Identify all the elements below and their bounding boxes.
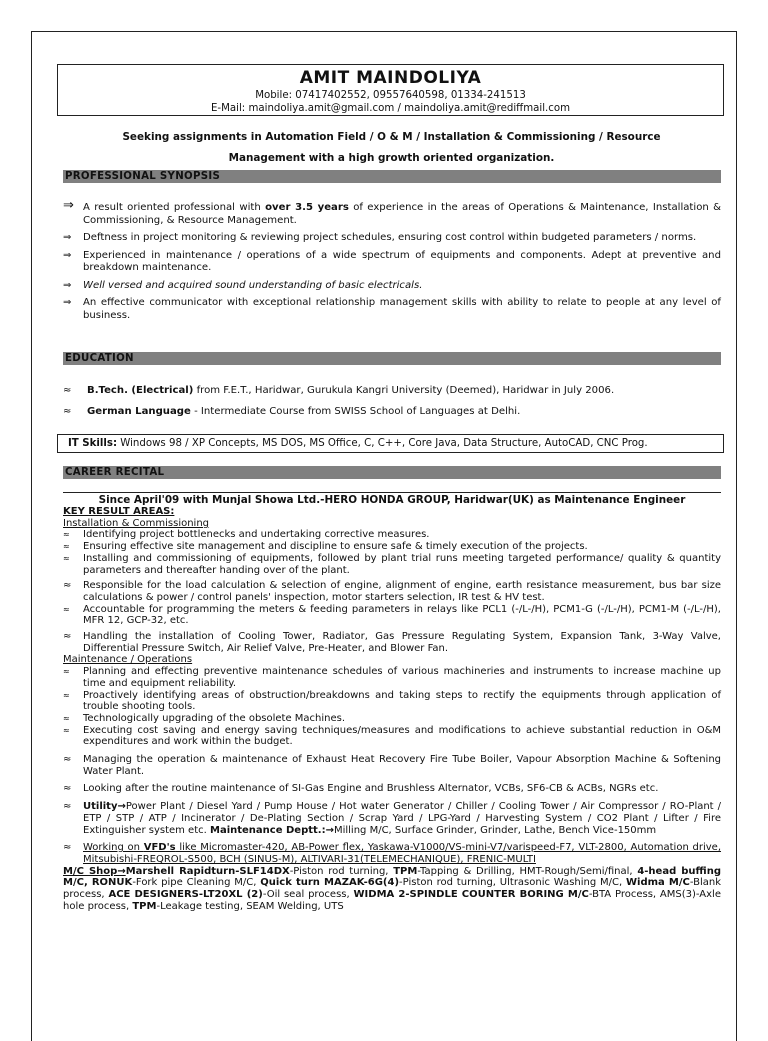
list-item: ⇒ Deftness in project monitoring & reviewing project schedules, ensuring cost control within budgeted parameters / norms. — [63, 232, 697, 243]
approx-bullet-icon: ≈ — [63, 631, 72, 643]
list-item: ≈ Handling the installation of Cooling Tower, Radiator, Gas Pressure Regulating System, Expansion Tank, 3-Way Valve, Differential Pressure Switch, Air Relief Valve, Pre-Heater, and Blower Fan. — [63, 631, 721, 654]
section-heading-synopsis: PROFESSIONAL SYNOPSIS — [63, 170, 721, 183]
double-arrow-icon: ⇒ — [63, 249, 72, 261]
list-item: ≈ German Language - Intermediate Course from SWISS School of Languages at Delhi. — [63, 405, 521, 417]
approx-bullet-icon: ≈ — [63, 754, 72, 766]
objective-line-1: Seeking assignments in Automation Field / O & M / Installation & Commissioning / Resource — [122, 131, 661, 143]
install-heading: Installation & Commissioning — [63, 517, 210, 529]
approx-bullet-icon: ≈ — [63, 667, 70, 677]
header-box — [57, 64, 724, 116]
double-arrow-icon: ⇒ — [63, 297, 72, 308]
approx-bullet-icon: ≈ — [63, 783, 72, 795]
approx-bullet-icon: ≈ — [63, 842, 72, 854]
approx-bullet-icon: ≈ — [63, 604, 70, 614]
list-item: ⇒ A result oriented professional with over 3.5 years of experience in the areas of Operations & Maintenance, Installation & Commissioning, & Resource Management. — [63, 198, 721, 226]
approx-bullet-icon: ≈ — [63, 553, 70, 563]
it-skills-label: IT Skills: — [68, 438, 118, 449]
approx-bullet-icon: ≈ — [63, 385, 72, 396]
double-arrow-icon: ⇒ — [63, 198, 74, 213]
approx-bullet-icon: ≈ — [63, 530, 70, 540]
double-arrow-icon: ⇒ — [63, 232, 72, 243]
mobile-line: Mobile: 07417402552, 09557640598, 01334-241513 — [255, 90, 526, 101]
section-heading-career: CAREER RECITAL — [63, 466, 721, 479]
list-item: ≈ Accountable for programming the meters & feeding parameters in relays like PCL1 (-/L-/H), PCM1-G (-/L-/H), PCM1-M (-/L-/H), MFR 12, GCP-32, etc. — [63, 603, 721, 627]
list-item: ≈ Looking after the routine maintenance of SI-Gas Engine and Brushless Alternator, VCBs, SF6-CB & ACBs, NGRs etc. — [63, 783, 659, 795]
list-item: ≈ Technologically upgrading of the obsolete Machines. — [63, 712, 346, 724]
objective — [64, 127, 719, 169]
list-item: ≈ Proactively identifying areas of obstruction/breakdowns and taking steps to rectify the equipments through application of trouble shooting tools. — [63, 689, 721, 713]
section-heading-education: EDUCATION — [63, 352, 721, 365]
career-title: Since April'09 with Munjal Showa Ltd.-HERO HONDA GROUP, Haridwar(UK) as Maintenance Engineer — [63, 492, 721, 506]
list-item: ≈ Installing and commissioning of equipments, followed by plant trial runs meeting targeted performance/ quality & quantity parameters and thereafter handing over of the plant. — [63, 552, 721, 576]
maint-heading: Maintenance / Operations — [63, 654, 193, 666]
list-item: ≈ Planning and effecting preventive maintenance schedules of various machineries and instruments to increase machine up time and equipment reliability. — [63, 666, 721, 689]
career-block — [63, 492, 721, 913]
approx-bullet-icon: ≈ — [63, 542, 70, 552]
list-item: ≈ Executing cost saving and energy saving techniques/measures and modifications to achieve substantial reduction in O&M expenditures and work within the budget. — [63, 724, 721, 748]
it-skills-text: Windows 98 / XP Concepts, MS DOS, MS Office, C, C++, Core Java, Data Structure, AutoCAD, CNC Prog. — [117, 438, 648, 449]
synopsis-list — [63, 198, 721, 322]
approx-bullet-icon: ≈ — [63, 580, 72, 592]
list-item: ≈ Identifying project bottlenecks and undertaking corrective measures. — [63, 529, 430, 541]
list-item: ≈ Responsible for the load calculation & selection of engine, alignment of engine, earth resistance measurement, bus bar size calculations & power / control panels' inspection, motor starters selection, IR test & HV test. — [63, 580, 721, 603]
approx-bullet-icon: ≈ — [63, 405, 72, 417]
candidate-name: AMIT MAINDOLIYA — [299, 68, 482, 88]
list-item: ⇒ Experienced in maintenance / operations of a wide spectrum of equipments and components. Adept at preventive and breakdown maintenance. — [63, 249, 721, 273]
kra-heading: KEY RESULT AREAS: — [63, 506, 175, 517]
email-line: E-Mail: maindoliya.amit@gmail.com / maindoliya.amit@rediffmail.com — [210, 103, 571, 114]
mc-shop-paragraph: M/C Shop→Marshell Rapidturn-SLF14DX-Piston rod turning, TPM-Tapping & Drilling, HMT-Rough/Semi/final, 4-head buffing M/C, RONUK-Fork pipe Cleaning M/C, Quick turn MAZAK-6G(4)-Piston rod turning, Ultrasonic Washing M/C, Widma M/C-Blank process, ACE DESIGNERS-LT20XL (2)-Oil seal process, WIDMA 2-SPINDLE COUNTER BORING M/C-BTA Process, AMS(3)-Axle hole process, TPM-Leakage testing, SEAM Welding, UTS — [63, 865, 722, 912]
double-arrow-icon: ⇒ — [63, 279, 72, 291]
list-item: ≈ Managing the operation & maintenance of Exhaust Heat Recovery Fire Tube Boiler, Vapour Absorption Machine & Softening Water Plant. — [63, 754, 721, 777]
approx-bullet-icon: ≈ — [63, 713, 70, 723]
approx-bullet-icon: ≈ — [63, 725, 70, 735]
it-skills-box — [57, 434, 724, 453]
list-item: ≈ Ensuring effective site management and discipline to ensure safe & timely execution of the projects. — [63, 541, 588, 553]
list-item: ≈ Working on VFD's like Micromaster-420, AB-Power flex, Yaskawa-V1000/VS-mini-V7/varispeed-F7, VLT-2800, Automation drive, Mitsubishi-FREQROL-S500, BCH (SINUS-M), ALTIVARI-31(TELEMECHANIQUE), FRENIC-MULTI — [63, 842, 722, 865]
objective-line-2: Management with a high growth oriented organization. — [228, 152, 555, 164]
list-item: ⇒ An effective communicator with exceptional relationship management skills with ability to relate to people at any level of business. — [63, 297, 721, 321]
list-item: ≈ Utility→Power Plant / Diesel Yard / Pump House / Hot water Generator / Chiller / Cooling Tower / Air Compressor / RO-Plant / ETP / STP / ATP / Incinerator / De-Plating Section / Scrap Yard / LPG-Yard / Harvesting System / CO2 Plant / Lifter / Fire Extinguisher system etc. Maintenance Deptt.:→Milling M/C, Surface Grinder, Grinder, Lathe, Bench Vice-150mm — [63, 801, 721, 836]
approx-bullet-icon: ≈ — [63, 690, 70, 700]
list-item: ⇒ Well versed and acquired sound understanding of basic electricals. — [63, 279, 423, 291]
list-item: ≈ B.Tech. (Electrical) from F.E.T., Haridwar, Gurukula Kangri University (Deemed), Haridwar in July 2006. — [63, 385, 615, 396]
approx-bullet-icon: ≈ — [63, 801, 72, 813]
education-list — [63, 385, 721, 418]
